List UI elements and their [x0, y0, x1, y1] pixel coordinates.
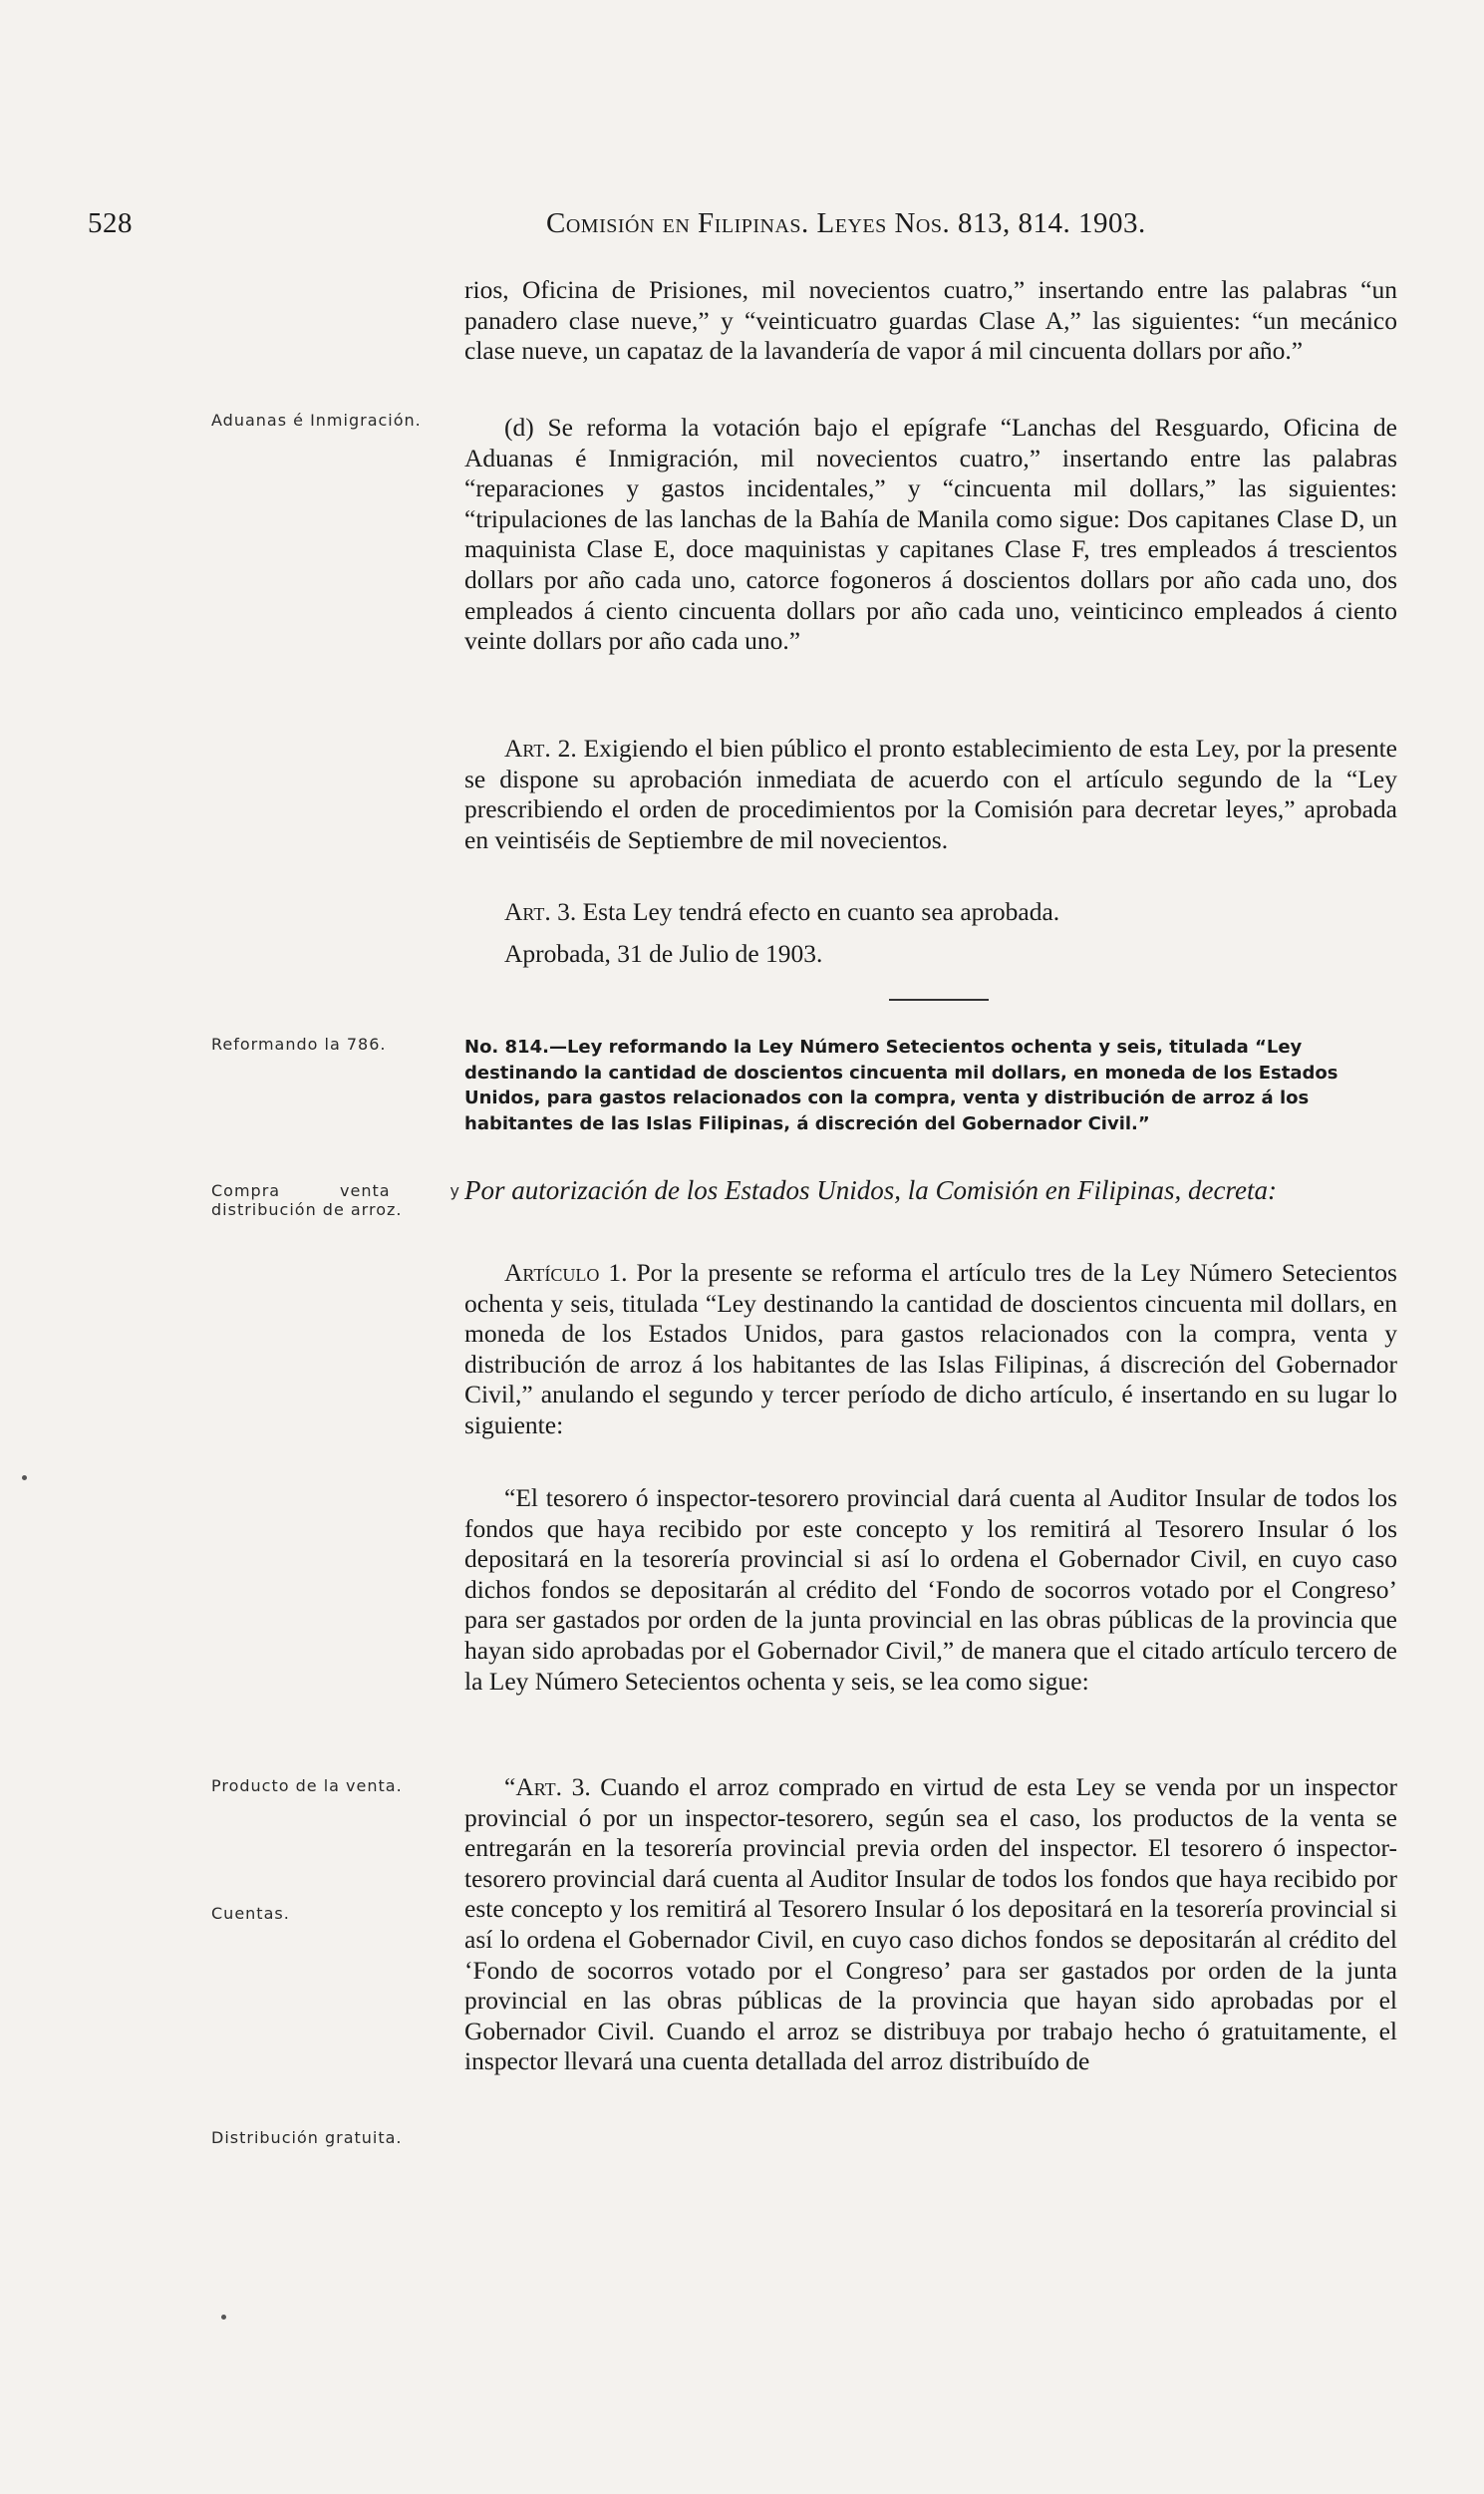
paper-speck	[221, 2315, 226, 2320]
paragraph-d: (d) Se reforma la votación bajo el epígrafe “Lanchas del Resguardo, Oficina de Aduanas é Inmigración, mil novecientos cuatro,” insertando entre las palabras “reparaciones y gastos incidentales,” y “cincuenta mil dollars,” las siguientes: “tripulaciones de las lanchas de la Bahía de Manila como sigue: Dos capitanes Clase D, un maquinista Clase E, doce maquinistas y capitanes Clase F, tres empleados á trescientos dollars por año cada uno, catorce fogoneros á doscientos dollars por año cada uno, dos empleados á ciento cincuenta dollars por año cada uno, veinticinco empleados á ciento veinte dollars por año cada uno.”	[464, 413, 1397, 656]
margin-note-aduanas: Aduanas é Inmigración.	[211, 411, 422, 430]
margin-note-reformando: Reformando la 786.	[211, 1035, 387, 1054]
paragraph-quote-1: “El tesorero ó inspector-tesorero provincial dará cuenta al Auditor Insular de todos los fondos que haya recibido por este concepto y los remitirá al Tesorero Insular ó los depositará en la tesorería provincial si así lo ordena el Gobernador Civil, en cuyo caso dichos fondos se depositarán al crédito del ‘Fondo de socorros votado por el Congreso’ para ser gastados por orden de la junta provincial en las obras públicas de la provincia que hayan sido aprobadas por el Gobernador Civil,” de manera que el citado artículo tercero de la Ley Número Setecientos ochenta y seis, se lea como sigue:	[464, 1483, 1397, 1696]
article-text: Por la presente se reforma el artículo tres de la Ley Número Setecientos ochenta y seis, titulada “Ley destinando la cantidad de doscientos cincuenta mil dollars, en moneda de los Estados Unidos, para gastos relacionados con la compra, venta y distribución de arroz á los habitantes de las Islas Filipinas, á discreción del Gobernador Civil,” anulando el segundo y tercer período de dicho artículo, é insertando en su lugar lo siguiente:	[464, 1258, 1397, 1439]
approval-date: Aprobada, 31 de Julio de 1903.	[504, 939, 823, 968]
page-number: 528	[88, 207, 133, 239]
margin-note-distribucion: Distribución gratuita.	[211, 2128, 403, 2147]
article-text: Cuando el arroz comprado en virtud de esta Ley se venda por un inspector provincial ó por un inspector-tesorero, según sea el caso, los productos de la venta se entregarán en la tesorería provincial previa orden del inspector. El tesorero ó inspector-tesorero provincial dará cuenta al Auditor Insular de todos los fondos que haya recibido por este concepto y los remitirá al Tesorero Insular ó los depositará en la tesorería provincial si así lo ordena el Gobernador Civil, en cuyo caso dichos fondos se depositarán al crédito del ‘Fondo de socorros votado por el Congreso’ para ser gastados por orden de la junta provincial en las obras públicas de la provincia que hayan sido aprobadas por el Gobernador Civil. Cuando el arroz se distribuya por trabajo hecho ó gratuitamente, el inspector llevará una cuenta detallada del arroz distribuído de	[464, 1772, 1397, 2076]
paragraph-art-1	[464, 1258, 1397, 1441]
article-label: Art. 2.	[504, 734, 577, 763]
paragraph-art-3	[464, 897, 1397, 928]
margin-note-compra-venta: Compra venta y distribución de arroz.	[211, 1181, 460, 1219]
article-text: Esta Ley tendrá efecto en cuanto sea aprobada.	[576, 897, 1060, 926]
margin-note-cuentas: Cuentas.	[211, 1904, 290, 1923]
article-label: Artículo 1.	[504, 1258, 628, 1287]
section-divider	[889, 999, 989, 1001]
paragraph-art-2	[464, 734, 1397, 855]
decree-line: Por autorización de los Estados Unidos, la Comisión en Filipinas, decreta:	[464, 1175, 1277, 1205]
article-label: Art. 3.	[504, 897, 577, 926]
running-title: Comisión en Filipinas. Leyes Nos. 813, 814. 1903.	[546, 207, 1146, 239]
article-text: Exigiendo el bien público el pronto establecimiento de esta Ley, por la presente se dispone su aprobación inmediata de acuerdo con el artículo segundo de la “Ley prescribiendo el orden de procedimientos por la Comisión para decretar leyes,” aprobada en veintiséis de Septiembre de mil novecientos.	[464, 734, 1397, 854]
page-header	[88, 207, 1334, 247]
margin-note-producto: Producto de la venta.	[211, 1776, 403, 1795]
law-title: No. 814.—Ley reformando la Ley Número Setecientos ochenta y seis, titulada “Ley destinando la cantidad de doscientos cincuenta mil dollars, en moneda de los Estados Unidos, para gastos relacionados con la compra, venta y distribución de arroz á los habitantes de las Islas Filipinas, á discreción del Gobernador Civil.”	[464, 1037, 1338, 1134]
article-label: “Art. 3.	[504, 1772, 591, 1801]
paragraph-continuation: rios, Oficina de Prisiones, mil novecientos cuatro,” insertando entre las palabras “un panadero clase nueve,” y “veinticuatro guardas Clase A,” las siguientes: “un mecánico clase nueve, un capataz de la lavandería de vapor á mil cincuenta dollars por año.”	[464, 275, 1397, 366]
paragraph-quote-art-3	[464, 1772, 1397, 2077]
paper-speck	[22, 1475, 27, 1480]
